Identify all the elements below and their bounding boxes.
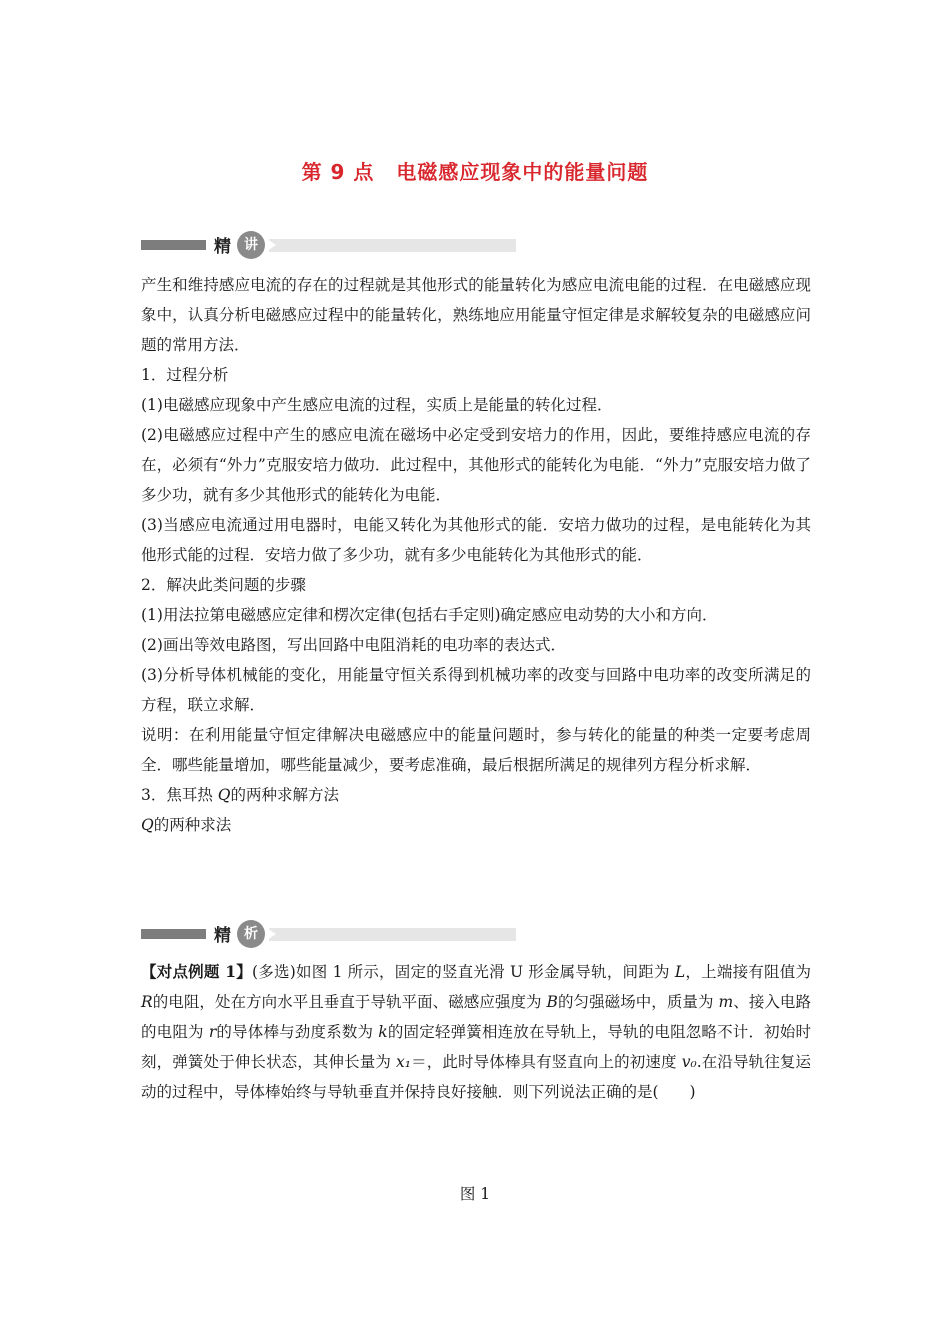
var-L: L [674, 963, 686, 981]
example-text: 的固定轻弹簧相连放在导轨上，导轨的电阻忽略不计．初始时刻，弹簧处于伸长状态，其伸长量为 [141, 1023, 811, 1071]
section-bar-dark [141, 929, 206, 939]
example-text: (多选)如图 1 所示，固定的竖直光滑 U 形金属导轨，间距为 [251, 963, 675, 981]
heading-process-analysis: 1．过程分析 [141, 366, 229, 384]
heading-solution-steps: 2．解决此类问题的步骤 [141, 576, 306, 594]
step-item-1: (1)用法拉第电磁感应定律和楞次定律(包括右手定则)确定感应电动势的大小和方向． [141, 606, 718, 624]
example-paragraph [141, 957, 811, 1107]
section-bar-light [269, 928, 516, 941]
example-text: 的匀强磁场中，质量为 [557, 993, 719, 1011]
example-text: ＝，此时导体棒具有竖直向上的初速度 [410, 1053, 682, 1071]
section-header-jingjiang [141, 231, 516, 259]
section-bar-light [269, 239, 516, 252]
joule-heat-var: Q [141, 816, 154, 834]
section-arrow-icon [267, 928, 276, 940]
heading-joule-heat-suffix: 的两种求解方法 [230, 786, 340, 804]
step-item-2: (2)画出等效电路图，写出回路中电阻消耗的电功率的表达式． [141, 636, 566, 654]
var-m: m [718, 993, 734, 1011]
main-body [141, 270, 811, 840]
example-text: 的电阻，处在方向水平且垂直于导轨平面、磁感应强度为 [152, 993, 547, 1011]
page-title [0, 156, 950, 185]
example-text: 、接入电路的电阻为 [141, 993, 811, 1041]
example-text: .在沿导轨往复运动的过程中，导体棒始终与导轨垂直并保持良好接触．则下列说法正确的是( ) [141, 1053, 811, 1101]
joule-heat-line [141, 810, 811, 840]
example-text: 的导体棒与劲度系数为 [216, 1023, 379, 1041]
title-number: 第 9 点 [301, 160, 375, 184]
joule-heat-suffix: 的两种求法 [153, 816, 232, 834]
section-badge: 讲 [237, 231, 265, 259]
section-word: 精 [214, 926, 231, 946]
example-label: 【对点例题 1】 [141, 962, 252, 981]
section-header-jingxi [141, 920, 516, 948]
step-item-3: (3)分析导体机械能的变化，用能量守恒关系得到机械功率的改变与回路中电功率的改变所满足的方程，联立求解． [141, 666, 811, 714]
heading-joule-heat-prefix: 3．焦耳热 [141, 786, 218, 804]
example-block [141, 957, 811, 1107]
example-text: ，上端接有阻值为 [685, 963, 811, 981]
var-B: B [546, 993, 558, 1011]
var-v0: v₀ [681, 1053, 697, 1071]
section-word: 精 [214, 237, 231, 257]
var-k: k [378, 1023, 388, 1041]
section-bar-dark [141, 240, 206, 250]
intro-paragraph: 产生和维持感应电流的存在的过程就是其他形式的能量转化为感应电流电能的过程．在电磁感应现象中，认真分析电磁感应过程中的能量转化，熟练地应用能量守恒定律是求解较复杂的电磁感应问题的常用方法． [141, 276, 811, 354]
figure-caption: 图 1 [459, 1185, 491, 1203]
heading-joule-heat [141, 780, 811, 810]
process-item-2: (2)电磁感应过程中产生的感应电流在磁场中必定受到安培力的作用，因此，要维持感应电流的存在，必须有“外力”克服安培力做功．此过程中，其他形式的能转化为电能．“外力”克服安培力做了多少功，就有多少其他形式的能转化为电能． [141, 426, 811, 504]
var-r: r [208, 1023, 217, 1041]
process-item-1: (1)电磁感应现象中产生感应电流的过程，实质上是能量的转化过程． [141, 396, 613, 414]
var-R: R [141, 993, 153, 1011]
section-arrow-icon [267, 239, 276, 251]
var-x1: x₁ [396, 1053, 411, 1071]
title-text: 电磁感应现象中的能量问题 [396, 160, 649, 184]
process-item-3: (3)当感应电流通过用电器时，电能又转化为其他形式的能．安培力做功的过程，是电能转化为其他形式能的过程．安培力做了多少功，就有多少电能转化为其他形式的能． [141, 516, 811, 564]
note-paragraph: 说明：在利用能量守恒定律解决电磁感应中的能量问题时，参与转化的能量的种类一定要考虑周全．哪些能量增加，哪些能量减少，要考虑准确，最后根据所满足的规律列方程分析求解． [141, 726, 811, 774]
section-badge: 析 [237, 920, 265, 948]
heading-joule-heat-var: Q [217, 786, 231, 804]
